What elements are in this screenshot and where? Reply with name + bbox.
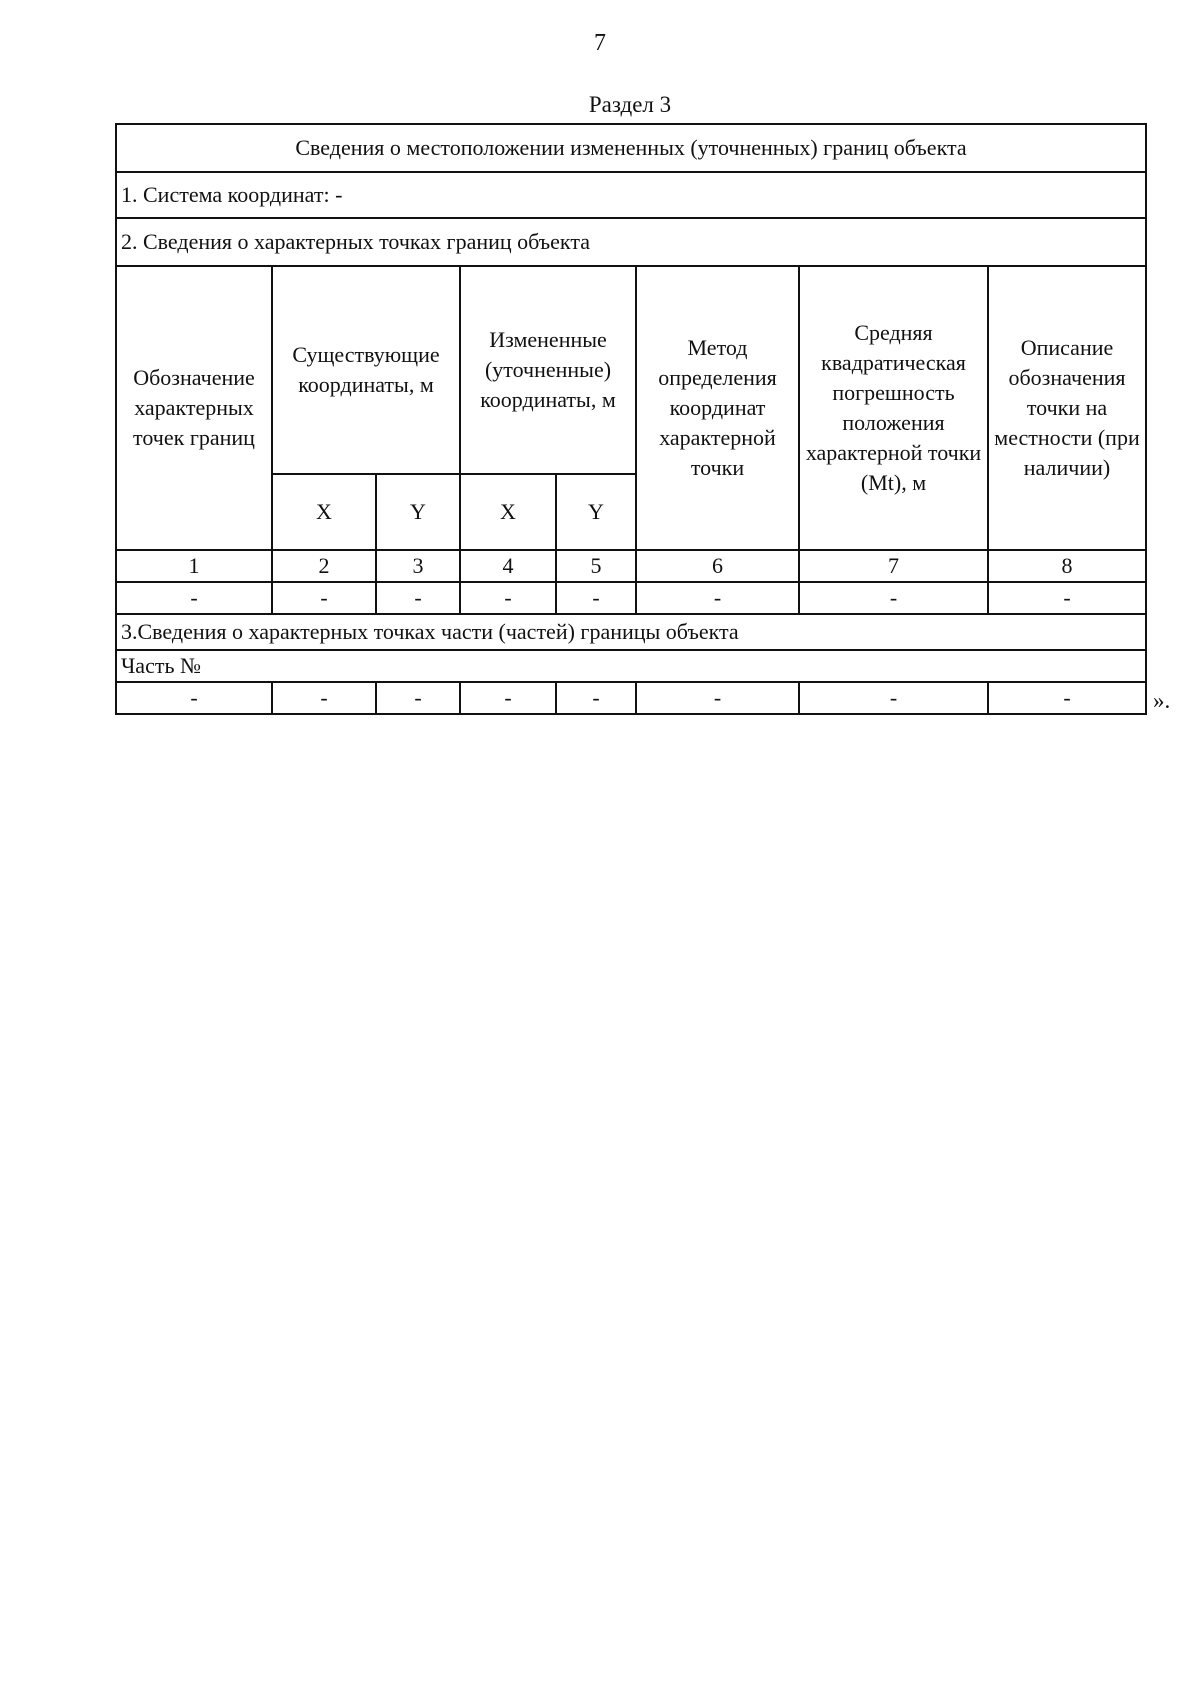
column-number: 8: [988, 550, 1146, 582]
table-row: [116, 682, 1146, 714]
column-number: 6: [636, 550, 799, 582]
table-cell: -: [636, 682, 799, 714]
table-cell: -: [116, 682, 272, 714]
closing-quote-mark: ».: [1153, 688, 1171, 713]
table-cell: -: [272, 682, 376, 714]
table-title: Сведения о местоположении измененных (уточненных) границ объекта: [116, 124, 1146, 172]
parts-section-title: 3.Сведения о характерных точках части (частей) границы объекта: [116, 614, 1146, 650]
header-changed-y: Y: [556, 474, 636, 550]
table-cell: -: [636, 582, 799, 614]
boundary-points-table: [115, 123, 1147, 715]
table-cell: -: [988, 682, 1146, 714]
header-error: Средняя квадратическая погрешность положения характерной точки (Mt), м: [799, 266, 988, 550]
table-cell: -: [376, 682, 460, 714]
table-cell: -: [556, 582, 636, 614]
table-cell: -: [556, 682, 636, 714]
header-existing-x: X: [272, 474, 376, 550]
table-cell: -: [460, 682, 556, 714]
column-number: 1: [116, 550, 272, 582]
header-changed-coordinates: Измененные (уточненные) координаты, м: [460, 266, 636, 474]
column-number: 7: [799, 550, 988, 582]
section-title: Раздел 3: [588, 92, 672, 117]
table-row: [116, 582, 1146, 614]
table-cell: -: [799, 682, 988, 714]
header-method: Метод определения координат характерной точки: [636, 266, 799, 550]
table-cell: -: [460, 582, 556, 614]
table-cell: -: [376, 582, 460, 614]
header-description: Описание обозначения точки на местности (при наличии): [988, 266, 1146, 550]
table-cell: -: [988, 582, 1146, 614]
header-existing-y: Y: [376, 474, 460, 550]
table-cell: -: [116, 582, 272, 614]
page-number: 7: [594, 30, 606, 56]
column-number: 4: [460, 550, 556, 582]
column-number: 5: [556, 550, 636, 582]
points-section-title: 2. Сведения о характерных точках границ объекта: [116, 218, 1146, 266]
column-number: 3: [376, 550, 460, 582]
coordinate-system-row: 1. Система координат: -: [116, 172, 1146, 218]
table-cell: -: [799, 582, 988, 614]
header-changed-x: X: [460, 474, 556, 550]
column-numbers-row: [116, 550, 1146, 582]
part-number-row: Часть №: [116, 650, 1146, 682]
column-number: 2: [272, 550, 376, 582]
header-designation: Обозначение характерных точек границ: [116, 266, 272, 550]
header-existing-coordinates: Существующие координаты, м: [272, 266, 460, 474]
table-cell: -: [272, 582, 376, 614]
